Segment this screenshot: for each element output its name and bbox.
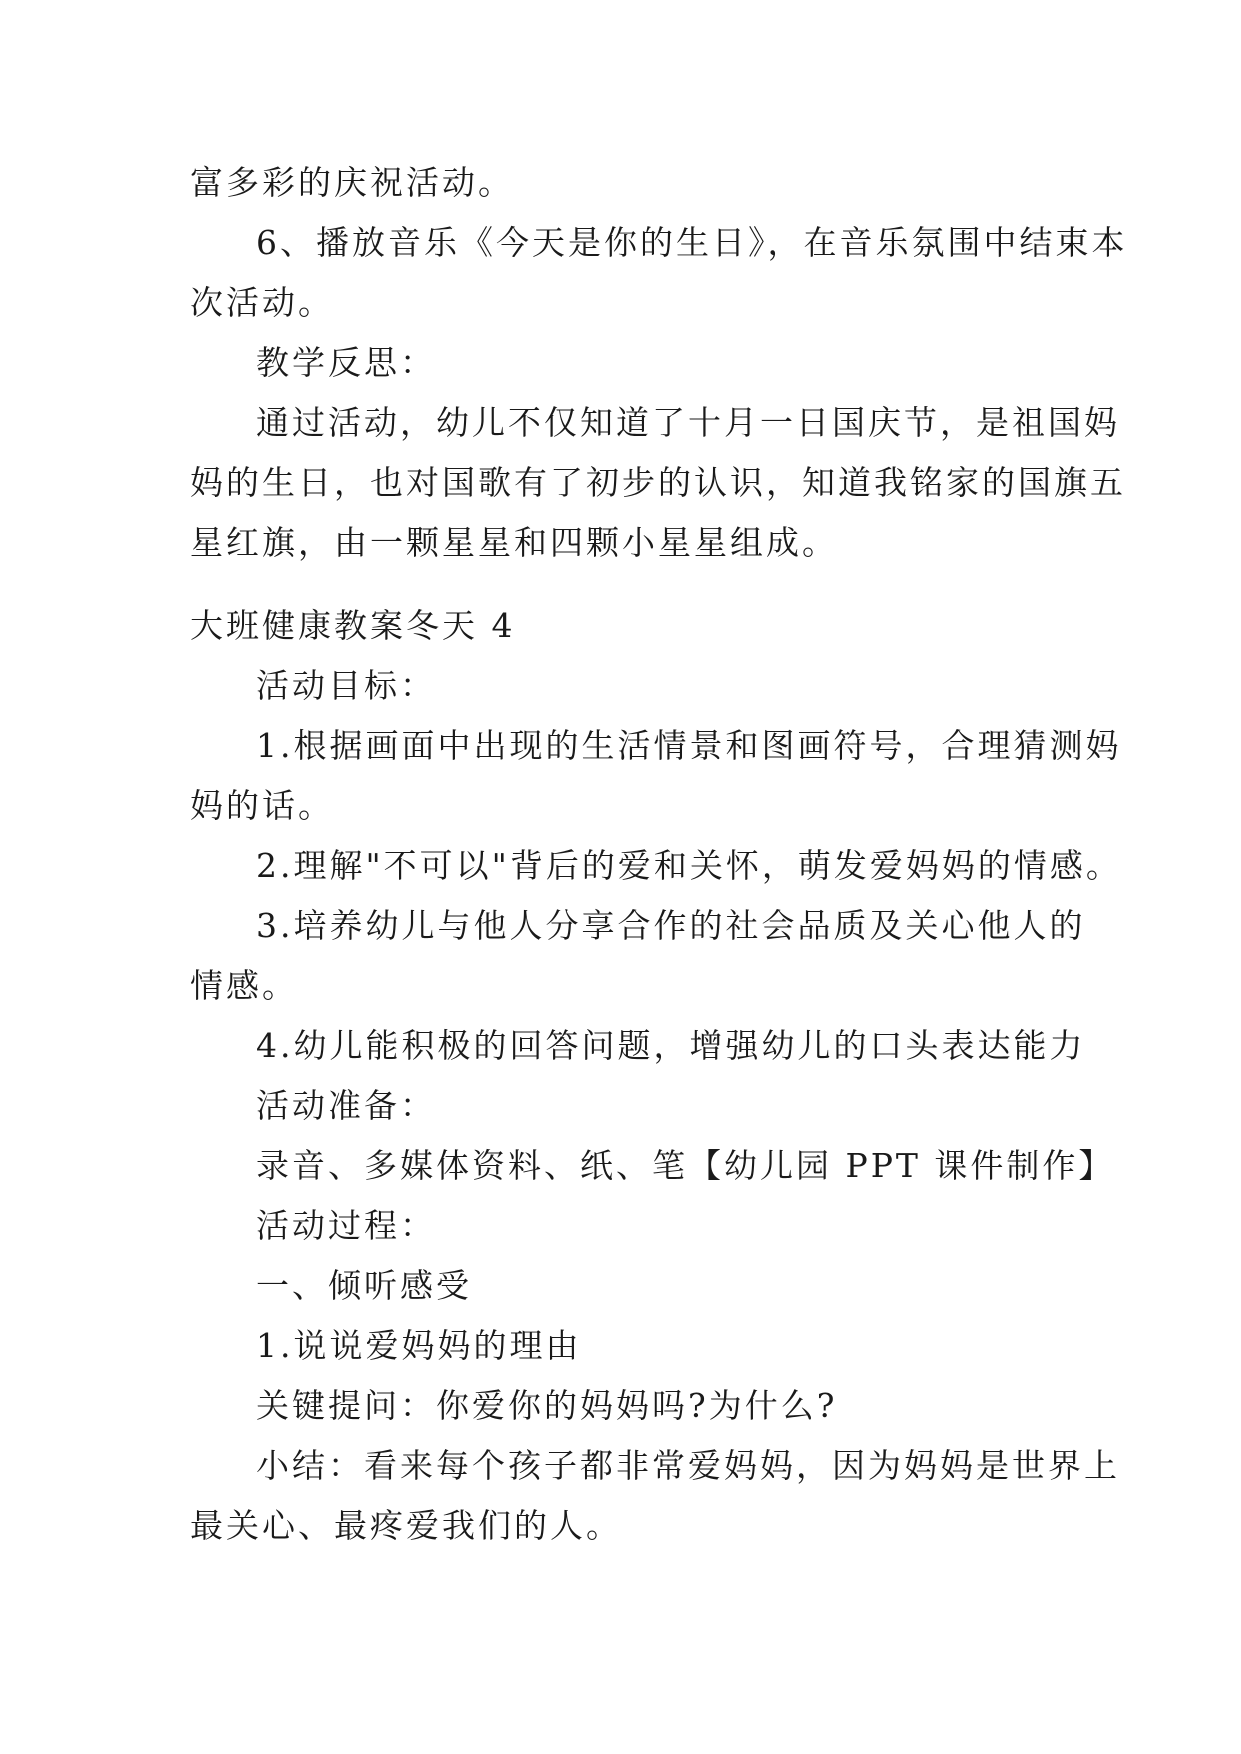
section-heading: 活动准备：: [256, 1086, 436, 1125]
text-line: 星红旗，由一颗星星和四颗小星星组成。: [190, 523, 838, 562]
text-line: 6、播放音乐《今天是你的生日》，在音乐氛围中结束本: [256, 223, 1128, 262]
text-line: 1.根据画面中出现的生活情景和图画符号，合理猜测妈: [256, 726, 1122, 765]
document-title: 大班健康教案冬天 4: [190, 606, 516, 645]
text-line: 3.培养幼儿与他人分享合作的社会品质及关心他人的: [256, 906, 1086, 945]
section-heading: 教学反思：: [256, 343, 436, 382]
text-line: 情感。: [190, 966, 298, 1005]
text-line: 1.说说爱妈妈的理由: [256, 1326, 582, 1365]
text-line: 录音、多媒体资料、纸、笔【幼儿园 PPT 课件制作】: [256, 1146, 1115, 1185]
text-line: 富多彩的庆祝活动。: [190, 163, 514, 202]
text-line: 次活动。: [190, 283, 334, 322]
text-line: 4.幼儿能积极的回答问题，增强幼儿的口头表达能力: [256, 1026, 1086, 1065]
text-line: 小结：看来每个孩子都非常爱妈妈，因为妈妈是世界上: [256, 1446, 1120, 1485]
section-heading: 活动过程：: [256, 1206, 436, 1245]
text-line: 妈的话。: [190, 786, 334, 825]
text-line: 通过活动，幼儿不仅知道了十月一日国庆节，是祖国妈: [256, 403, 1120, 442]
section-heading: 活动目标：: [256, 666, 436, 705]
text-line: 一、倾听感受: [256, 1266, 472, 1305]
text-line: 关键提问：你爱你的妈妈吗?为什么?: [256, 1386, 838, 1425]
text-line: 最关心、最疼爱我们的人。: [190, 1506, 622, 1545]
text-line: 妈的生日，也对国歌有了初步的认识，知道我铭家的国旗五: [190, 463, 1126, 502]
text-line: 2.理解"不可以"背后的爱和关怀，萌发爱妈妈的情感。: [256, 846, 1122, 885]
